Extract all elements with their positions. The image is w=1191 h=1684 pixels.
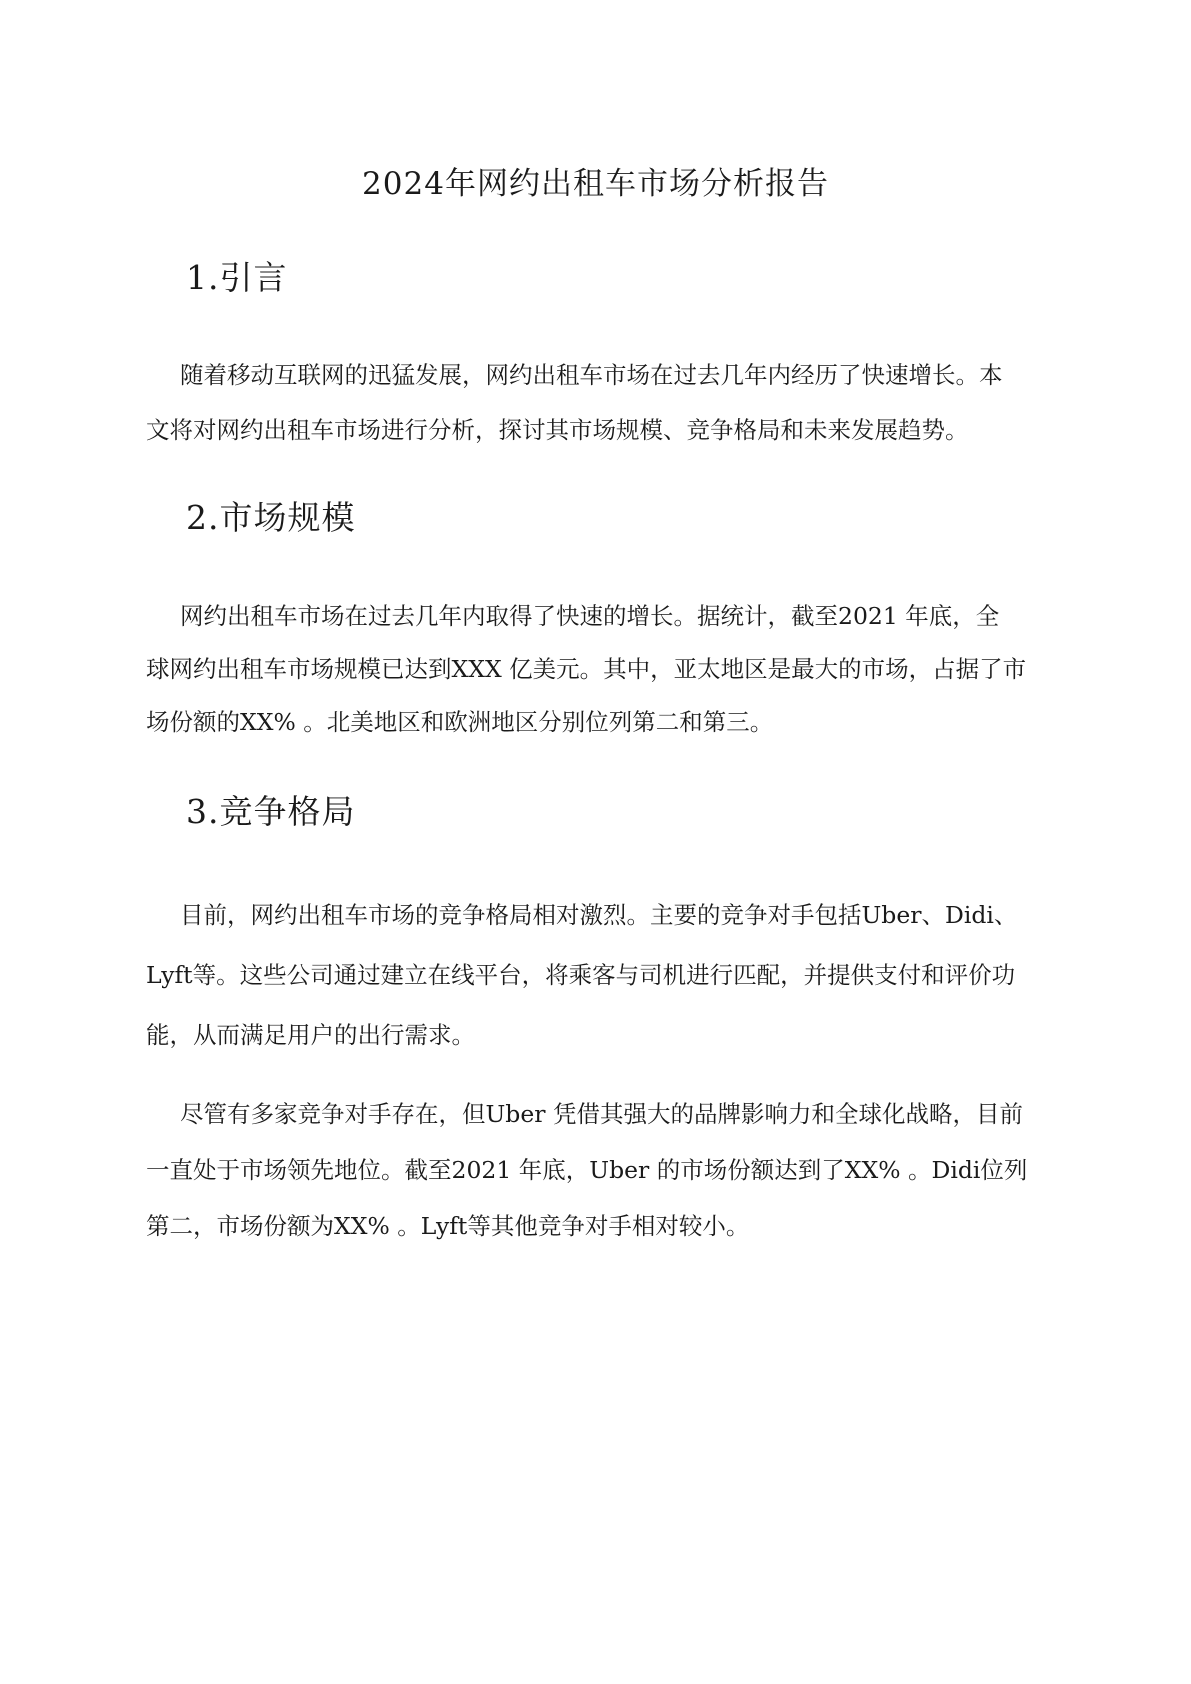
paragraph-line: 场份额的XX% 。北美地区和欧洲地区分别位列第二和第三。 [146, 708, 774, 736]
paragraph-line: 网约出租车市场在过去几年内取得了快速的增长。据统计，截至2021 年底，全 [180, 602, 1000, 630]
paragraph-line: 尽管有多家竞争对手存在，但Uber 凭借其强大的品牌影响力和全球化战略，目前 [180, 1100, 1023, 1128]
paragraph-market-leader [146, 1086, 1046, 1254]
paragraph-line: 第二，市场份额为XX% 。Lyft等其他竞争对手相对较小。 [146, 1212, 750, 1240]
paragraph-competition [146, 885, 1046, 1065]
paragraph-market-size [146, 590, 1046, 749]
paragraph-line: 能，从而满足用户的出行需求。 [146, 1021, 475, 1049]
paragraph-line: Lyft等。这些公司通过建立在线平台，将乘客与司机进行匹配，并提供支付和评价功 [146, 961, 1016, 989]
paragraph-line: 目前，网约出租车市场的竞争格局相对激烈。主要的竞争对手包括Uber、Didi、 [180, 901, 1018, 929]
section-heading-competition: 3.竞争格局 [186, 792, 356, 831]
paragraph-line: 文将对网约出租车市场进行分析，探讨其市场规模、竞争格局和未来发展趋势。 [146, 416, 969, 444]
paragraph-line: 随着移动互联网的迅猛发展，网约出租车市场在过去几年内经历了快速增长。本 [180, 361, 1003, 389]
section-heading-market-size: 2.市场规模 [186, 498, 356, 537]
paragraph-introduction [146, 348, 1046, 458]
section-heading-introduction: 1.引言 [186, 258, 288, 297]
document-title: 2024年网约出租车市场分析报告 [362, 166, 829, 202]
paragraph-line: 一直处于市场领先地位。截至2021 年底，Uber 的市场份额达到了XX% 。Didi位列 [146, 1156, 1028, 1184]
paragraph-line: 球网约出租车市场规模已达到XXX 亿美元。其中，亚太地区是最大的市场，占据了市 [146, 655, 1027, 683]
